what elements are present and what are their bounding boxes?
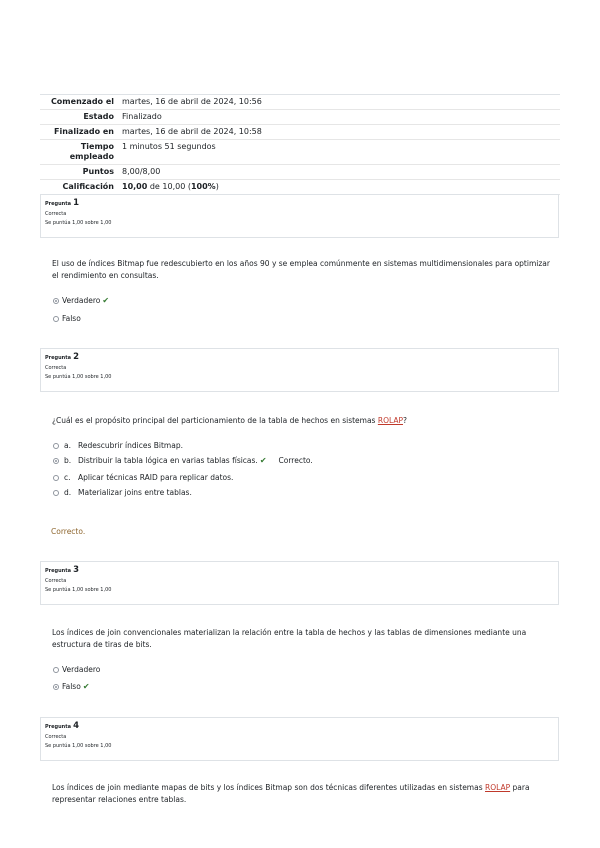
option-label: Verdadero [62,665,101,674]
question-state: Correcta [45,578,67,584]
summary-value: 1 minutos 51 segundos [122,142,216,151]
question-info-2 [40,348,559,392]
option-label: Aplicar técnicas RAID para replicar datos. [78,473,234,482]
question-number [45,721,554,731]
summary-row [40,125,560,140]
question-info-1 [40,194,559,238]
summary-label: Puntos [82,167,114,176]
question-grade: Se puntúa 1,00 sobre 1,00 [45,220,112,226]
radio-icon[interactable] [53,475,59,481]
question-prefix: Pregunta [45,568,71,574]
summary-row [40,110,560,125]
radio-icon[interactable] [53,443,59,449]
summary-value: martes, 16 de abril de 2024, 10:58 [122,127,262,136]
question-grade: Se puntúa 1,00 sobre 1,00 [45,743,112,749]
answer-option-verdadero[interactable] [53,296,109,305]
question-state: Correcta [45,211,67,217]
question-number [45,198,554,208]
answer-option-falso[interactable] [53,314,81,323]
summary-label: Comenzado el [50,97,114,106]
attempt-summary-table [40,94,560,195]
summary-value: Finalizado [122,112,162,121]
summary-row [40,140,560,165]
question-state: Correcta [45,734,67,740]
question-text-post: para representar relaciones entre tablas. [52,783,530,804]
answer-option-b[interactable] [53,456,313,465]
summary-row [40,95,560,110]
summary-row [40,165,560,180]
answer-option-a[interactable] [53,441,183,450]
grade-percent: 100% [190,182,216,191]
option-label: Redescubrir índices Bitmap. [78,441,183,450]
grade-end: ) [215,182,219,191]
answer-option-d[interactable] [53,488,192,497]
check-icon: ✔ [102,296,110,305]
radio-selected-icon[interactable] [53,298,59,304]
question-info-4 [40,717,559,761]
question-info-3 [40,561,559,605]
question-grade: Se puntúa 1,00 sobre 1,00 [45,374,112,380]
option-feedback: Correcto. [278,456,313,465]
option-letter: c. [64,473,71,482]
radio-icon[interactable] [53,490,59,496]
question-text: Los índices de join convencionales materializan la relación entre la tabla de hechos y las tablas de dimensiones mediante una estructura de tiras de bits. [52,628,527,649]
question-text-pre: Los índices de join mediante mapas de bits y los índices Bitmap son dos técnicas diferentes utilizadas en sistemas [52,783,486,792]
answer-option-verdadero[interactable] [53,665,100,674]
question-text: El uso de índices Bitmap fue redescubierto en los años 90 y se emplea comúnmente en sistemas multidimensionales para optimizar el rendimiento en consultas. [52,259,550,280]
option-label: Falso [62,314,81,323]
answer-option-c[interactable] [53,473,233,482]
summary-row-grade [40,180,560,195]
question-text-post: ? [402,416,407,425]
summary-value-grade [118,180,560,195]
question-state: Correcta [45,365,67,371]
question-text-pre: ¿Cuál es el propósito principal del particionamiento de la tabla de hechos en sistemas [52,416,378,425]
radio-icon[interactable] [53,667,59,673]
radio-selected-icon[interactable] [53,684,59,690]
question-number-value: 4 [73,721,79,731]
question-prefix: Pregunta [45,724,71,730]
question-text [52,415,552,427]
summary-value: martes, 16 de abril de 2024, 10:56 [122,97,262,106]
grade-score: 10,00 [122,182,148,191]
answer-option-falso[interactable] [53,682,90,691]
summary-label: Finalizado en [54,127,114,136]
general-feedback: Correcto. [51,527,86,536]
option-letter: a. [64,441,71,450]
question-number-value: 1 [73,198,79,208]
option-label: Materializar joins entre tablas. [78,488,192,497]
option-label: Distribuir la tabla lógica en varias tablas físicas. [78,456,258,465]
summary-value: 8,00/8,00 [122,167,161,176]
option-label: Verdadero [62,296,101,305]
option-letter: d. [64,488,72,497]
summary-label: Tiempo empleado [69,142,114,161]
radio-selected-icon[interactable] [53,458,59,464]
rolap-term: ROLAP [485,783,511,792]
check-icon: ✔ [82,682,90,691]
option-letter: b. [64,456,72,465]
summary-label: Estado [83,112,114,121]
question-number-value: 2 [73,352,79,362]
grade-mid: de 10,00 ( [147,182,191,191]
question-grade: Se puntúa 1,00 sobre 1,00 [45,587,112,593]
check-icon: ✔ [259,456,267,465]
question-prefix: Pregunta [45,355,71,361]
question-number-value: 3 [73,565,79,575]
question-number [45,565,554,575]
question-text [52,782,552,806]
radio-icon[interactable] [53,316,59,322]
summary-label: Calificación [62,182,114,191]
option-label: Falso [62,682,81,691]
question-prefix: Pregunta [45,201,71,207]
question-number [45,352,554,362]
rolap-term: ROLAP [377,416,403,425]
